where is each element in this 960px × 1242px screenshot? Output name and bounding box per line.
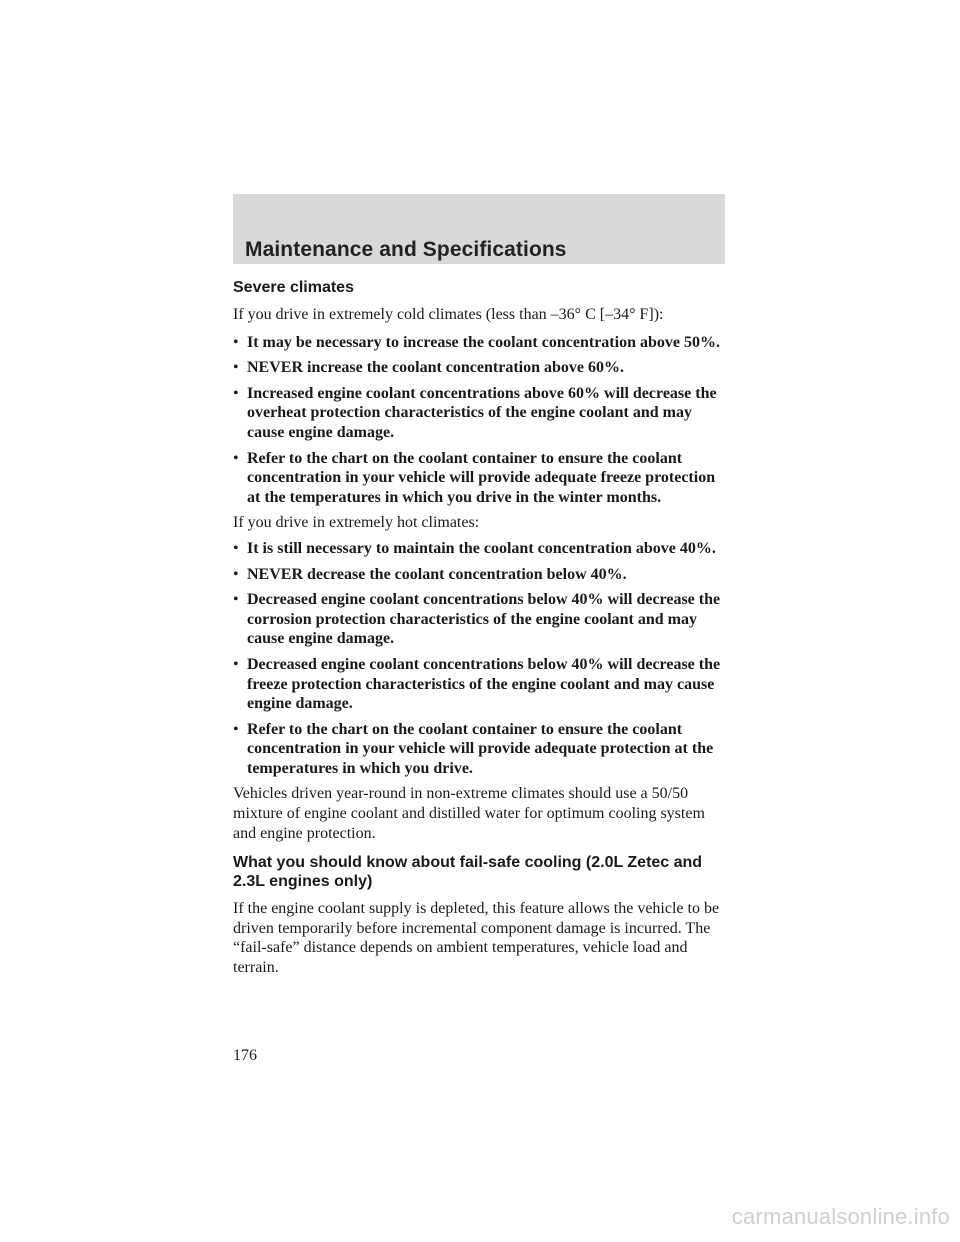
heading-severe-climates: Severe climates bbox=[233, 279, 354, 296]
bullet-glyph: • bbox=[233, 720, 239, 738]
hot-bullet-5-text: Refer to the chart on the coolant container to ensure the coolant concentration in your vehicle will provide adequate protection at the temperatures in which you drive. bbox=[247, 720, 714, 777]
cold-bullet-2-text: NEVER increase the coolant concentration above 60%. bbox=[247, 359, 624, 377]
heading-fail-safe-cooling: What you should know about fail-safe cooling (2.0L Zetec and 2.3L engines only) bbox=[233, 854, 703, 891]
page-number: 176 bbox=[233, 1047, 257, 1064]
page-content bbox=[233, 278, 729, 978]
cold-bullet-3 bbox=[233, 384, 729, 443]
hot-bullet-3 bbox=[233, 590, 729, 649]
cold-climate-intro: If you drive in extremely cold climates (less than –36° C [–34° F]): bbox=[233, 306, 664, 323]
bullet-glyph: • bbox=[233, 539, 239, 557]
cold-bullet-4-text: Refer to the chart on the coolant container to ensure the coolant concentration in your vehicle will provide adequate freeze protection at the temperatures in which you drive in the winter months. bbox=[247, 449, 716, 506]
cold-bullet-2 bbox=[233, 358, 729, 378]
hot-bullet-2-text: NEVER decrease the coolant concentration below 40%. bbox=[247, 565, 627, 583]
cold-bullet-3-text: Increased engine coolant concentrations above 60% will decrease the overheat protection characteristics of the engine coolant and may cause engine damage. bbox=[247, 384, 717, 441]
bullet-glyph: • bbox=[233, 449, 239, 467]
bullet-glyph: • bbox=[233, 384, 239, 402]
hot-bullet-1-text: It is still necessary to maintain the coolant concentration above 40%. bbox=[247, 539, 716, 557]
hot-climate-intro: If you drive in extremely hot climates: bbox=[233, 514, 480, 532]
fail-safe-body: If the engine coolant supply is depleted, this feature allows the vehicle to be driven temporarily before incremental component damage is incurred. The “fail-safe” distance depends on ambient temperatures, vehicle load and terrain. bbox=[233, 900, 720, 977]
cold-bullet-1 bbox=[233, 333, 729, 353]
hot-bullet-1 bbox=[233, 539, 729, 559]
bullet-glyph: • bbox=[233, 591, 239, 609]
bullet-glyph: • bbox=[233, 655, 239, 673]
section-header-band bbox=[233, 194, 725, 264]
cold-bullet-1-text: It may be necessary to increase the coolant concentration above 50%. bbox=[247, 333, 720, 351]
cold-bullet-4 bbox=[233, 449, 729, 508]
watermark-text: carmanualsonline.info bbox=[731, 1204, 950, 1229]
bullet-glyph: • bbox=[233, 333, 239, 351]
bullet-glyph: • bbox=[233, 565, 239, 583]
hot-bullet-4 bbox=[233, 655, 729, 714]
hot-bullet-2 bbox=[233, 565, 729, 585]
hot-bullet-5 bbox=[233, 720, 729, 779]
year-round-paragraph: Vehicles driven year-round in non-extreme climates should use a 50/50 mixture of engine coolant and distilled water for optimum cooling system and engine protection. bbox=[233, 785, 705, 842]
hot-bullet-4-text: Decreased engine coolant concentrations below 40% will decrease the freeze protection characteristics of the engine coolant and may cause engine damage. bbox=[247, 655, 721, 713]
hot-bullet-3-text: Decreased engine coolant concentrations below 40% will decrease the corrosion protection characteristics of the engine coolant and may cause engine damage. bbox=[247, 591, 721, 648]
section-header-title: Maintenance and Specifications bbox=[245, 238, 567, 261]
bullet-glyph: • bbox=[233, 359, 239, 377]
